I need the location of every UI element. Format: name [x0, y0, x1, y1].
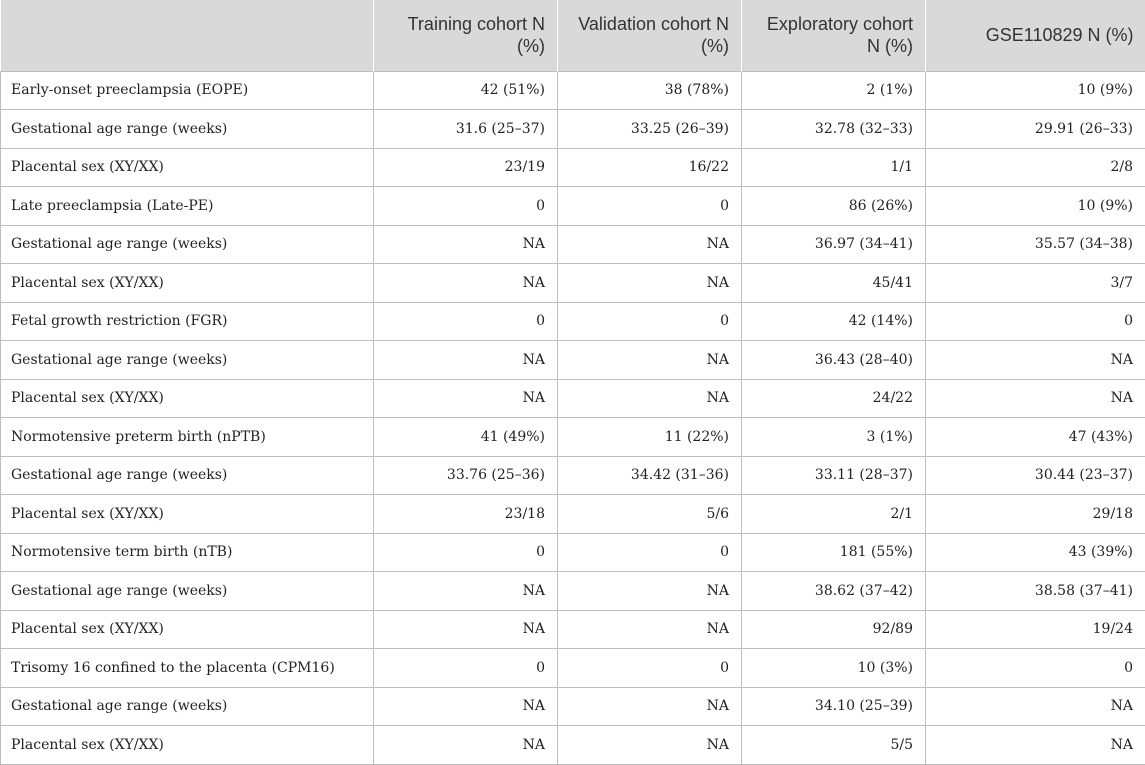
- exploratory-cell: 181 (55%): [742, 533, 926, 572]
- table-row: [1, 379, 1145, 418]
- training-cell: 33.76 (25–36): [374, 456, 558, 495]
- row-label-cell: Placental sex (XY/XX): [1, 495, 374, 534]
- gse110829-cell: NA: [926, 379, 1145, 418]
- table-row: [1, 302, 1145, 341]
- gse110829-cell: 3/7: [926, 264, 1145, 303]
- exploratory-cell: 5/5: [742, 726, 926, 765]
- gse110829-cell: NA: [926, 726, 1145, 765]
- gse110829-cell: 30.44 (23–37): [926, 456, 1145, 495]
- row-label-cell: Placental sex (XY/XX): [1, 726, 374, 765]
- exploratory-cell: 36.43 (28–40): [742, 341, 926, 380]
- table-row: [1, 495, 1145, 534]
- training-cell: NA: [374, 572, 558, 611]
- exploratory-cell: 32.78 (32–33): [742, 110, 926, 149]
- exploratory-cell: 92/89: [742, 610, 926, 649]
- exploratory-cell: 1/1: [742, 148, 926, 187]
- header-cell-validation: Validation cohort N (%): [558, 0, 742, 71]
- table-row: [1, 341, 1145, 380]
- table-row: [1, 572, 1145, 611]
- validation-cell: 11 (22%): [558, 418, 742, 457]
- table-row: [1, 649, 1145, 688]
- validation-cell: 34.42 (31–36): [558, 456, 742, 495]
- exploratory-cell: 33.11 (28–37): [742, 456, 926, 495]
- validation-cell: NA: [558, 379, 742, 418]
- gse110829-cell: 38.58 (37–41): [926, 572, 1145, 611]
- table-row: [1, 225, 1145, 264]
- row-label-cell: Trisomy 16 confined to the placenta (CPM16): [1, 649, 374, 688]
- header-cell-exploratory: Exploratory cohort N (%): [742, 0, 926, 71]
- training-cell: 42 (51%): [374, 71, 558, 110]
- table-row: [1, 610, 1145, 649]
- row-label-cell: Early-onset preeclampsia (EOPE): [1, 71, 374, 110]
- exploratory-cell: 38.62 (37–42): [742, 572, 926, 611]
- gse110829-cell: NA: [926, 687, 1145, 726]
- row-label-cell: Gestational age range (weeks): [1, 456, 374, 495]
- gse110829-cell: NA: [926, 341, 1145, 380]
- gse110829-cell: 19/24: [926, 610, 1145, 649]
- training-cell: NA: [374, 341, 558, 380]
- table-row: [1, 533, 1145, 572]
- exploratory-cell: 2/1: [742, 495, 926, 534]
- gse110829-cell: 10 (9%): [926, 71, 1145, 110]
- exploratory-cell: 34.10 (25–39): [742, 687, 926, 726]
- validation-cell: 0: [558, 187, 742, 226]
- training-cell: NA: [374, 379, 558, 418]
- validation-cell: 0: [558, 302, 742, 341]
- validation-cell: NA: [558, 572, 742, 611]
- row-label-cell: Gestational age range (weeks): [1, 110, 374, 149]
- validation-cell: 33.25 (26–39): [558, 110, 742, 149]
- table-row: [1, 456, 1145, 495]
- exploratory-cell: 86 (26%): [742, 187, 926, 226]
- row-label-cell: Gestational age range (weeks): [1, 225, 374, 264]
- training-cell: 41 (49%): [374, 418, 558, 457]
- table-row: [1, 264, 1145, 303]
- exploratory-cell: 2 (1%): [742, 71, 926, 110]
- gse110829-cell: 10 (9%): [926, 187, 1145, 226]
- training-cell: 23/19: [374, 148, 558, 187]
- header-cell-gse110829: GSE110829 N (%): [926, 0, 1145, 71]
- exploratory-cell: 24/22: [742, 379, 926, 418]
- table-body: [1, 71, 1145, 764]
- table-row: [1, 110, 1145, 149]
- exploratory-cell: 10 (3%): [742, 649, 926, 688]
- training-cell: NA: [374, 264, 558, 303]
- training-cell: NA: [374, 610, 558, 649]
- gse110829-cell: 43 (39%): [926, 533, 1145, 572]
- exploratory-cell: 3 (1%): [742, 418, 926, 457]
- table-header-row: [1, 0, 1145, 71]
- row-label-cell: Fetal growth restriction (FGR): [1, 302, 374, 341]
- validation-cell: 0: [558, 649, 742, 688]
- exploratory-cell: 42 (14%): [742, 302, 926, 341]
- row-label-cell: Gestational age range (weeks): [1, 341, 374, 380]
- validation-cell: NA: [558, 225, 742, 264]
- gse110829-cell: 0: [926, 302, 1145, 341]
- exploratory-cell: 45/41: [742, 264, 926, 303]
- training-cell: NA: [374, 687, 558, 726]
- validation-cell: NA: [558, 341, 742, 380]
- row-label-cell: Gestational age range (weeks): [1, 687, 374, 726]
- training-cell: 0: [374, 187, 558, 226]
- validation-cell: NA: [558, 610, 742, 649]
- training-cell: 0: [374, 649, 558, 688]
- table-row: [1, 418, 1145, 457]
- table-row: [1, 148, 1145, 187]
- header-cell-training: Training cohort N (%): [374, 0, 558, 71]
- row-label-cell: Normotensive preterm birth (nPTB): [1, 418, 374, 457]
- training-cell: NA: [374, 726, 558, 765]
- gse110829-cell: 0: [926, 649, 1145, 688]
- training-cell: 0: [374, 302, 558, 341]
- training-cell: 23/18: [374, 495, 558, 534]
- row-label-cell: Normotensive term birth (nTB): [1, 533, 374, 572]
- gse110829-cell: 47 (43%): [926, 418, 1145, 457]
- row-label-cell: Placental sex (XY/XX): [1, 379, 374, 418]
- validation-cell: 38 (78%): [558, 71, 742, 110]
- row-label-cell: Late preeclampsia (Late-PE): [1, 187, 374, 226]
- training-cell: 0: [374, 533, 558, 572]
- table-row: [1, 687, 1145, 726]
- gse110829-cell: 35.57 (34–38): [926, 225, 1145, 264]
- table-row: [1, 71, 1145, 110]
- validation-cell: NA: [558, 264, 742, 303]
- gse110829-cell: 29.91 (26–33): [926, 110, 1145, 149]
- validation-cell: NA: [558, 726, 742, 765]
- gse110829-cell: 2/8: [926, 148, 1145, 187]
- validation-cell: 16/22: [558, 148, 742, 187]
- row-label-cell: Placental sex (XY/XX): [1, 264, 374, 303]
- training-cell: 31.6 (25–37): [374, 110, 558, 149]
- row-label-cell: Gestational age range (weeks): [1, 572, 374, 611]
- exploratory-cell: 36.97 (34–41): [742, 225, 926, 264]
- training-cell: NA: [374, 225, 558, 264]
- gse110829-cell: 29/18: [926, 495, 1145, 534]
- validation-cell: 0: [558, 533, 742, 572]
- table-row: [1, 187, 1145, 226]
- row-label-cell: Placental sex (XY/XX): [1, 610, 374, 649]
- row-label-cell: Placental sex (XY/XX): [1, 148, 374, 187]
- validation-cell: 5/6: [558, 495, 742, 534]
- table-row: [1, 726, 1145, 765]
- validation-cell: NA: [558, 687, 742, 726]
- header-cell-empty: [1, 0, 374, 71]
